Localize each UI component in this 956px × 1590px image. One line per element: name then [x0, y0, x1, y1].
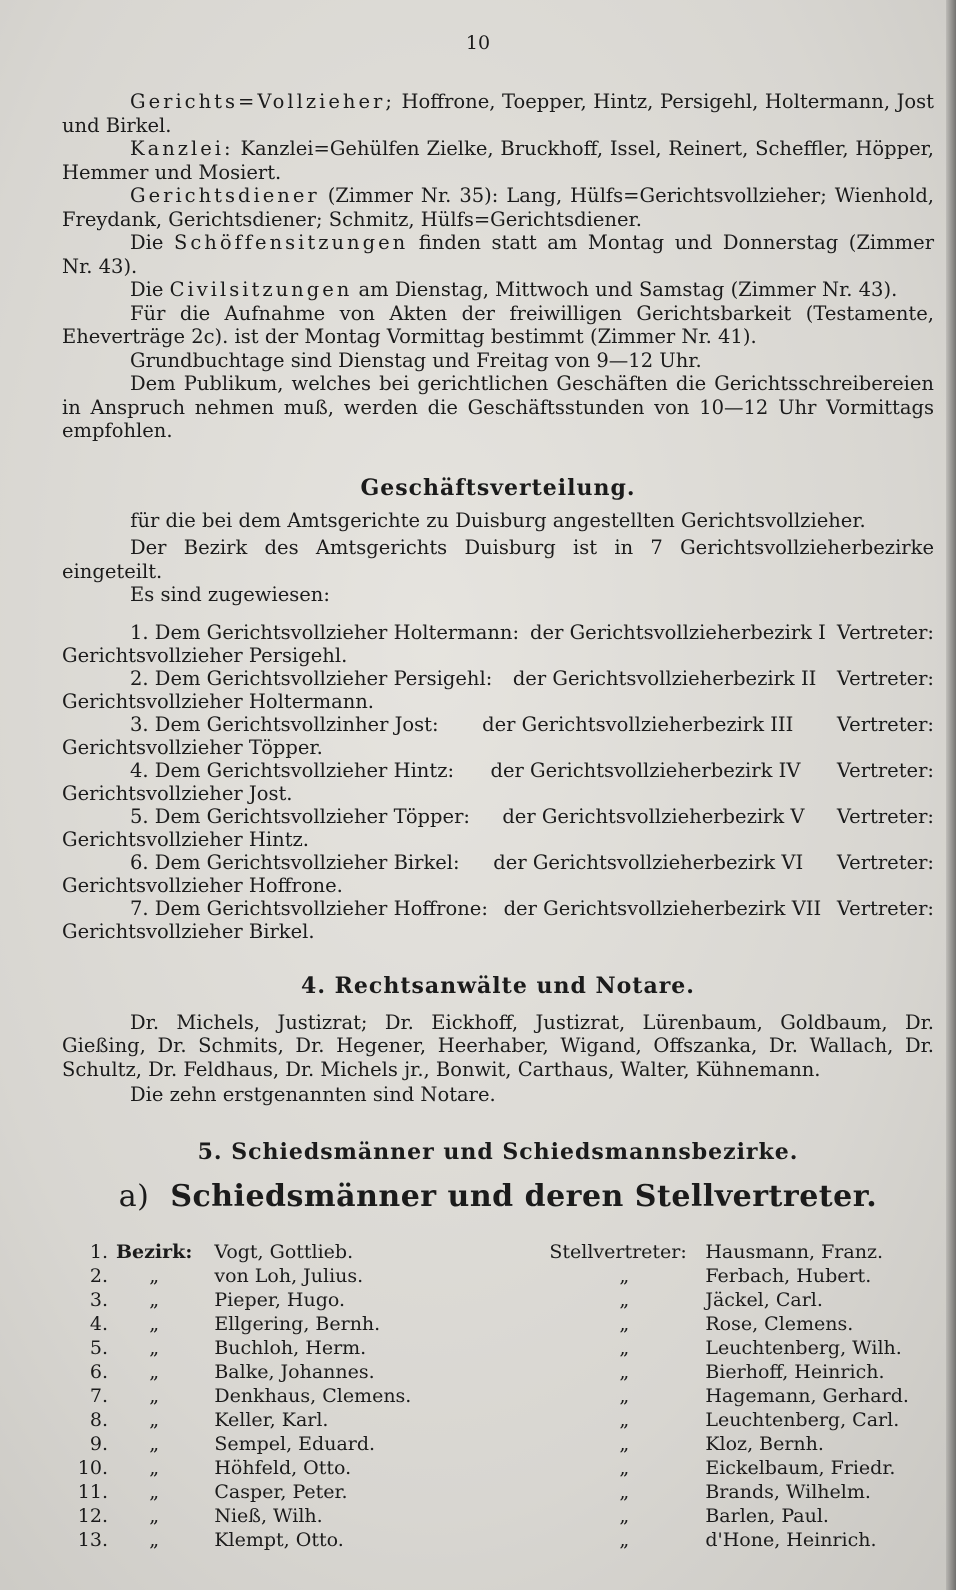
item-sub: Gerichtsvollzieher Töpper.	[62, 735, 323, 759]
row-number: 13.	[77, 1528, 108, 1551]
schiedsmaenner-table	[68, 1240, 909, 1552]
item-tail: Vertreter:	[836, 620, 934, 644]
schoeffen-label: Schöffensitzungen	[174, 231, 409, 254]
item-tail: Vertreter:	[836, 804, 934, 828]
item-mid: der Gerichtsvollzieherbezirk I	[530, 620, 826, 644]
kanzlei-label: Kanzlei:	[130, 137, 234, 160]
ditto-mark: „	[619, 1264, 630, 1287]
row-deputy: Bierhoff, Heinrich.	[705, 1360, 885, 1383]
row-deputy: Ferbach, Hubert.	[705, 1264, 872, 1287]
row-number: 12.	[77, 1504, 108, 1527]
table-row	[68, 1528, 909, 1552]
item-mid: der Gerichtsvollzieherbezirk V	[502, 804, 805, 828]
verteilung-bezirk: Der Bezirk des Amtsgerichts Duisburg ist in 7 Gerichtsvollzieherbezirke eingeteilt.	[62, 536, 934, 583]
ditto-mark: „	[619, 1384, 630, 1407]
grundbuch-line: Grundbuchtage sind Dienstag und Freitag von 9—12 Uhr.	[130, 348, 702, 372]
row-name: Denkhaus, Clemens.	[214, 1384, 412, 1407]
vollzieher-label: Gerichts=Vollzieher;	[130, 90, 395, 113]
item-tail: Vertreter:	[836, 712, 934, 736]
ditto-mark: „	[149, 1312, 160, 1335]
vollzieher-names: Hoffrone, Toepper, Hintz, Persigehl, Holtermann, Jost und Birkel.	[62, 90, 934, 137]
item-mid: der Gerichtsvollzieherbezirk II	[512, 666, 817, 690]
item-tail: Vertreter:	[836, 896, 934, 920]
list-item	[62, 805, 934, 851]
subheading-text: Schiedsmänner und deren Stellvertreter.	[170, 1178, 878, 1214]
item-sub: Gerichtsvollzieher Hoffrone.	[62, 873, 343, 897]
item-mid: der Gerichtsvollzieherbezirk IV	[490, 758, 801, 782]
diener-label: Gerichtsdiener	[130, 184, 320, 207]
row-number: 5.	[89, 1336, 108, 1359]
ditto-mark: „	[149, 1384, 160, 1407]
staff-vollzieher	[62, 90, 934, 137]
item-lead: 2. Dem Gerichtsvollzieher Persigehl:	[130, 666, 493, 690]
list-item	[62, 667, 934, 713]
row-number: 10.	[77, 1456, 108, 1479]
row-number: 6.	[89, 1360, 108, 1383]
civil-label: Civilsitzungen	[169, 278, 353, 301]
verteilung-intro: für die bei dem Amtsgerichte zu Duisburg angestellten Gerichtsvollzieher.	[130, 508, 866, 532]
row-deputy: Brands, Wilhelm.	[705, 1480, 871, 1503]
item-mid: der Gerichtsvollzieherbezirk VII	[503, 896, 822, 920]
list-item	[62, 621, 934, 667]
staff-kanzlei	[62, 137, 934, 184]
verteilung-zugewiesen: Es sind zugewiesen:	[130, 583, 330, 606]
anwaelte-names: Dr. Michels, Justizrat; Dr. Eickhoff, Justizrat, Lürenbaum, Goldbaum, Dr. Gießing, Dr. Schmits, Dr. Hegener, Heerhaber, Wigand, Offszanka, Dr. Wallach, Dr. Schultz, Dr. Feldhaus, Dr. Michels jr., Bonwit, Carthaus, Walter, Kühnemann.	[62, 1010, 934, 1081]
table-row	[68, 1408, 909, 1432]
schoeffen-pre: Die	[130, 231, 164, 254]
row-name: Balke, Johannes.	[214, 1360, 375, 1383]
item-tail: Vertreter:	[836, 758, 934, 782]
item-lead: 5. Dem Gerichtsvollzieher Töpper:	[130, 804, 470, 828]
row-name: Pieper, Hugo.	[214, 1288, 346, 1311]
publikum-line: Dem Publikum, welches bei gerichtlichen Geschäften die Gerichtsschreibereien in Anspruch nehmen muß, werden die Geschäftsstunden von 10—12 Uhr Vormittags empfohlen.	[62, 372, 934, 442]
ditto-mark: „	[149, 1360, 160, 1383]
ditto-mark: „	[619, 1432, 630, 1455]
row-number: 11.	[77, 1480, 108, 1503]
item-sub: Gerichtsvollzieher Holtermann.	[62, 689, 375, 713]
row-deputy: Leuchtenberg, Wilh.	[705, 1336, 902, 1359]
ditto-mark: „	[149, 1528, 160, 1551]
row-deputy: Eickelbaum, Friedr.	[705, 1456, 896, 1479]
table-row	[68, 1432, 909, 1456]
bezirk-label: Bezirk:	[116, 1240, 193, 1263]
item-lead: 4. Dem Gerichtsvollzieher Hintz:	[130, 758, 455, 782]
anwaelte-heading: 4. Rechtsanwälte und Notare.	[301, 972, 695, 999]
row-name: Höhfeld, Otto.	[214, 1456, 352, 1479]
row-name: Nieß, Wilh.	[214, 1504, 323, 1527]
row-name: Vogt, Gottlieb.	[214, 1240, 354, 1263]
row-number: 7.	[89, 1384, 108, 1407]
schoeffen-text: finden statt am Montag und Donnerstag (Zimmer Nr. 43).	[62, 231, 935, 278]
table-row	[68, 1312, 909, 1336]
list-item	[62, 897, 934, 943]
table-row	[68, 1360, 909, 1384]
table-row	[68, 1336, 909, 1360]
civil-pre: Die	[130, 278, 164, 301]
row-name: Casper, Peter.	[214, 1480, 348, 1503]
list-item	[62, 713, 934, 759]
akten-line: Für die Aufnahme von Akten der freiwilligen Gerichtsbarkeit (Testamente, Eheverträge 2c). ist der Montag Vormittag bestimmt (Zimmer Nr. 41).	[62, 301, 934, 348]
ditto-mark: „	[149, 1288, 160, 1311]
verteilung-heading: Geschäftsverteilung.	[360, 474, 636, 501]
row-deputy: Hausmann, Franz.	[705, 1240, 884, 1263]
verteilung-list	[62, 621, 934, 943]
ditto-mark: „	[149, 1408, 160, 1431]
item-sub: Gerichtsvollzieher Persigehl.	[62, 643, 348, 667]
item-lead: 1. Dem Gerichtsvollzieher Holtermann:	[130, 620, 520, 644]
row-deputy: Rose, Clemens.	[705, 1312, 854, 1335]
table-row	[68, 1240, 909, 1264]
row-number: 8.	[89, 1408, 108, 1431]
ditto-mark: „	[149, 1504, 160, 1527]
row-deputy: Leuchtenberg, Carl.	[705, 1408, 900, 1431]
item-tail: Vertreter:	[836, 850, 934, 874]
row-deputy: d'Hone, Heinrich.	[705, 1528, 877, 1551]
ditto-mark: „	[149, 1432, 160, 1455]
table-row	[68, 1456, 909, 1480]
ditto-mark: „	[149, 1480, 160, 1503]
civil-line	[62, 278, 934, 302]
table-row	[68, 1384, 909, 1408]
row-number: 3.	[89, 1288, 108, 1311]
schiedsmaenner-subheading	[62, 1179, 934, 1214]
item-lead: 3. Dem Gerichtsvollzinher Jost:	[130, 712, 439, 736]
item-lead: 7. Dem Gerichtsvollzieher Hoffrone:	[130, 896, 488, 920]
ditto-mark: „	[619, 1312, 630, 1335]
list-item	[62, 759, 934, 805]
table-row	[68, 1264, 909, 1288]
ditto-mark: „	[149, 1456, 160, 1479]
item-tail: Vertreter:	[836, 666, 934, 690]
ditto-mark: „	[619, 1528, 630, 1551]
row-name: Buchloh, Herm.	[214, 1336, 367, 1359]
row-number: 9.	[89, 1432, 108, 1455]
row-number: 4.	[89, 1312, 108, 1335]
ditto-mark: „	[619, 1360, 630, 1383]
ditto-mark: „	[619, 1336, 630, 1359]
row-name: Sempel, Eduard.	[214, 1432, 376, 1455]
item-sub: Gerichtsvollzieher Hintz.	[62, 827, 310, 851]
schiedsmaenner-heading: 5. Schiedsmänner und Schiedsmannsbezirke.	[197, 1138, 799, 1165]
diener-names: (Zimmer Nr. 35): Lang, Hülfs=Gerichtsvollzieher; Wienhold, Freydank, Gerichtsdiener; Schmitz, Hülfs=Gerichtsdiener.	[62, 184, 935, 231]
row-name: von Loh, Julius.	[214, 1264, 364, 1287]
row-deputy: Hagemann, Gerhard.	[705, 1384, 909, 1407]
row-name: Keller, Karl.	[214, 1408, 329, 1431]
row-deputy: Barlen, Paul.	[705, 1504, 829, 1527]
row-name: Ellgering, Bernh.	[214, 1312, 381, 1335]
ditto-mark: „	[619, 1456, 630, 1479]
row-deputy: Kloz, Bernh.	[705, 1432, 824, 1455]
stellvertreter-label: Stellvertreter:	[549, 1240, 687, 1263]
row-number: 2.	[89, 1264, 108, 1287]
row-name: Klempt, Otto.	[214, 1528, 344, 1551]
staff-diener	[62, 184, 934, 231]
ditto-mark: „	[149, 1264, 160, 1287]
item-sub: Gerichtsvollzieher Birkel.	[62, 919, 315, 943]
ditto-mark: „	[619, 1480, 630, 1503]
table-row	[68, 1288, 909, 1312]
item-sub: Gerichtsvollzieher Jost.	[62, 781, 293, 805]
item-lead: 6. Dem Gerichtsvollzieher Birkel:	[130, 850, 460, 874]
page-edge-shadow	[946, 0, 956, 1590]
item-mid: der Gerichtsvollzieherbezirk III	[482, 712, 794, 736]
table-row	[68, 1504, 909, 1528]
item-mid: der Gerichtsvollzieherbezirk VI	[493, 850, 804, 874]
schoeffen-line	[62, 231, 934, 278]
civil-text: am Dienstag, Mittwoch und Samstag (Zimmer Nr. 43).	[358, 278, 898, 301]
page-number: 10	[465, 32, 491, 54]
anwaelte-note: Die zehn erstgenannten sind Notare.	[130, 1083, 496, 1106]
row-number: 1.	[89, 1240, 108, 1263]
row-deputy: Jäckel, Carl.	[705, 1288, 823, 1311]
ditto-mark: „	[619, 1288, 630, 1311]
page-content	[62, 90, 934, 1552]
kanzlei-names: Kanzlei=Gehülfen Zielke, Bruckhoff, Issel, Reinert, Scheffler, Höpper, Hemmer und Mosiert.	[62, 137, 934, 184]
table-row	[68, 1480, 909, 1504]
subheading-prefix: a)	[118, 1178, 150, 1214]
ditto-mark: „	[619, 1408, 630, 1431]
list-item	[62, 851, 934, 897]
ditto-mark: „	[619, 1504, 630, 1527]
ditto-mark: „	[149, 1336, 160, 1359]
